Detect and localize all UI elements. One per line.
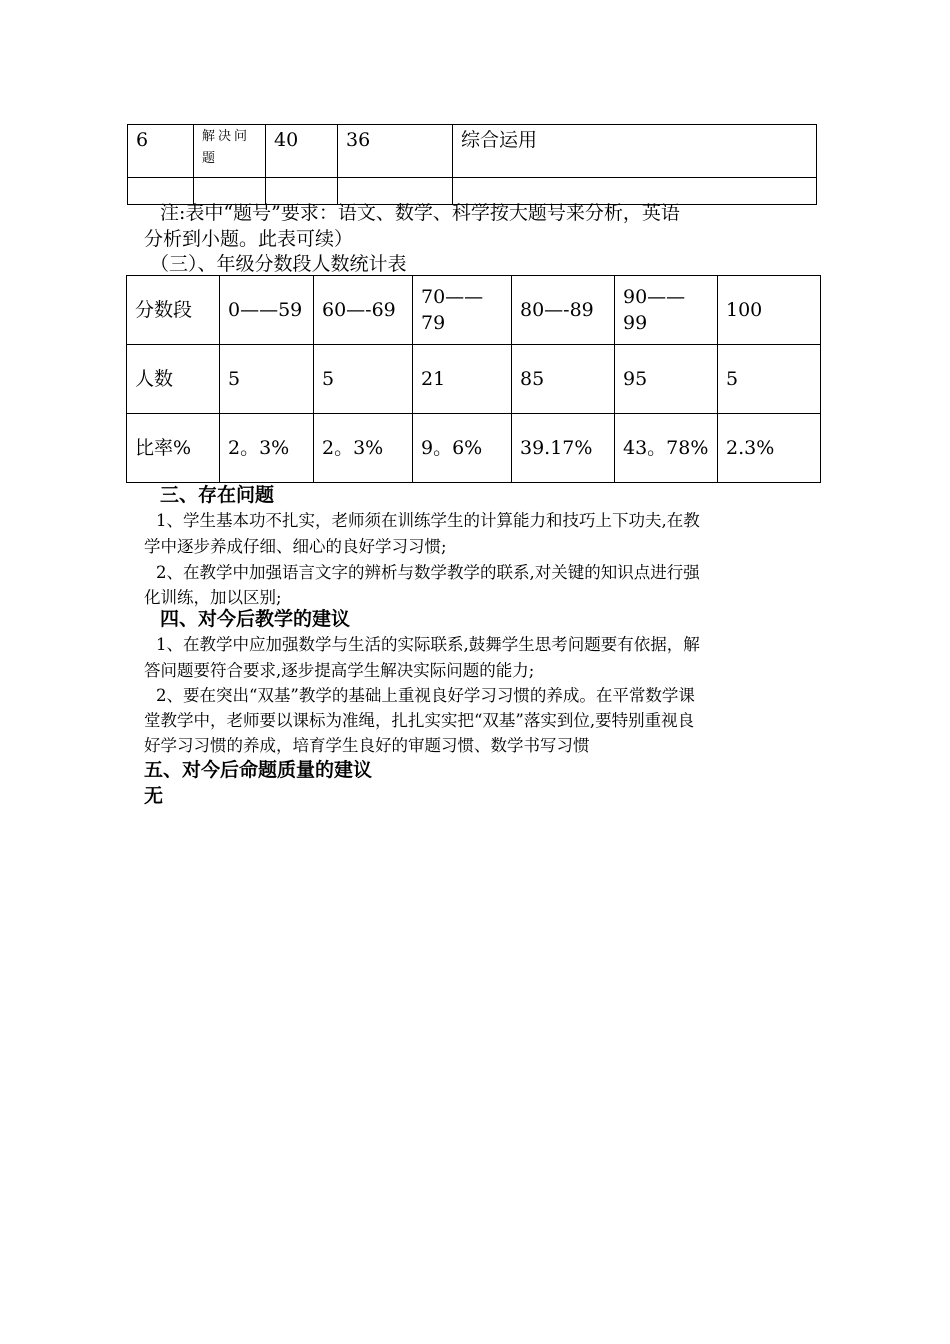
table-header-cell: 分数段	[127, 276, 220, 345]
section-4-heading: 四、对今后教学的建议	[160, 608, 351, 630]
table-cell: 解决问题	[194, 125, 266, 178]
table-cell: 40	[266, 125, 338, 178]
section-3-paragraph-2-line-2: 化训练，加以区别;	[144, 588, 282, 607]
table-cell: 综合运用	[453, 125, 817, 178]
table-header-cell: 90——99	[615, 276, 718, 345]
table-header-cell: 70——79	[413, 276, 512, 345]
table-cell: 2。3%	[314, 414, 413, 483]
section-3-heading: 三、存在问题	[160, 484, 275, 506]
section-4-paragraph-1-line-2: 答问题要符合要求,逐步提高学生解决实际问题的能力;	[144, 661, 535, 680]
table-row	[127, 414, 821, 483]
table-note-line-1: 注:表中“题号”要求：语文、数学、科学按大题号来分析，英语	[160, 202, 680, 224]
table-cell: 43。78%	[615, 414, 718, 483]
table-row	[128, 125, 817, 178]
table-cell: 9。6%	[413, 414, 512, 483]
question-analysis-table	[127, 124, 817, 205]
table-cell: 6	[128, 125, 194, 178]
table-row	[127, 345, 821, 414]
table-cell: 21	[413, 345, 512, 414]
section-4-paragraph-1-line-1: 1、在教学中应加强数学与生活的实际联系,鼓舞学生思考问题要有依据，解	[156, 635, 700, 654]
table-cell: 5	[314, 345, 413, 414]
section-3-paragraph-1-line-2: 学中逐步养成仔细、细心的良好学习习惯;	[144, 537, 447, 556]
table-header-cell: 80—-89	[512, 276, 615, 345]
section-5-content: 无	[144, 785, 164, 807]
section-5-heading: 五、对今后命题质量的建议	[144, 759, 373, 781]
score-distribution-table	[126, 275, 821, 483]
table-cell: 比率%	[127, 414, 220, 483]
table-header-cell: 60—-69	[314, 276, 413, 345]
table-row	[127, 276, 821, 345]
section-4-paragraph-2-line-1: 2、要在突出“双基”教学的基础上重视良好学习习惯的养成。在平常数学课	[156, 686, 695, 705]
table-cell: 5	[220, 345, 314, 414]
table-cell: 36	[338, 125, 453, 178]
table-header-cell: 100	[718, 276, 821, 345]
table-cell: 人数	[127, 345, 220, 414]
section-3-paragraph-1-line-1: 1、学生基本功不扎实，老师须在训练学生的计算能力和技巧上下功夫,在教	[156, 511, 700, 530]
score-table-title: （三）、年级分数段人数统计表	[150, 253, 407, 275]
table-cell: 2.3%	[718, 414, 821, 483]
section-4-paragraph-2-line-3: 好学习习惯的养成，培育学生良好的审题习惯、数学书写习惯	[144, 736, 590, 755]
table-header-cell: 0——59	[220, 276, 314, 345]
table-note-line-2: 分析到小题。此表可续）	[144, 228, 354, 250]
section-3-paragraph-2-line-1: 2、在教学中加强语言文字的辨析与数学教学的联系,对关键的知识点进行强	[156, 563, 700, 582]
table-cell: 85	[512, 345, 615, 414]
table-cell: 2。3%	[220, 414, 314, 483]
section-4-paragraph-2-line-2: 堂教学中，老师要以课标为准绳，扎扎实实把“双基”落实到位,要特别重视良	[144, 711, 695, 730]
table-cell: 39.17%	[512, 414, 615, 483]
table-cell: 95	[615, 345, 718, 414]
table-cell: 5	[718, 345, 821, 414]
